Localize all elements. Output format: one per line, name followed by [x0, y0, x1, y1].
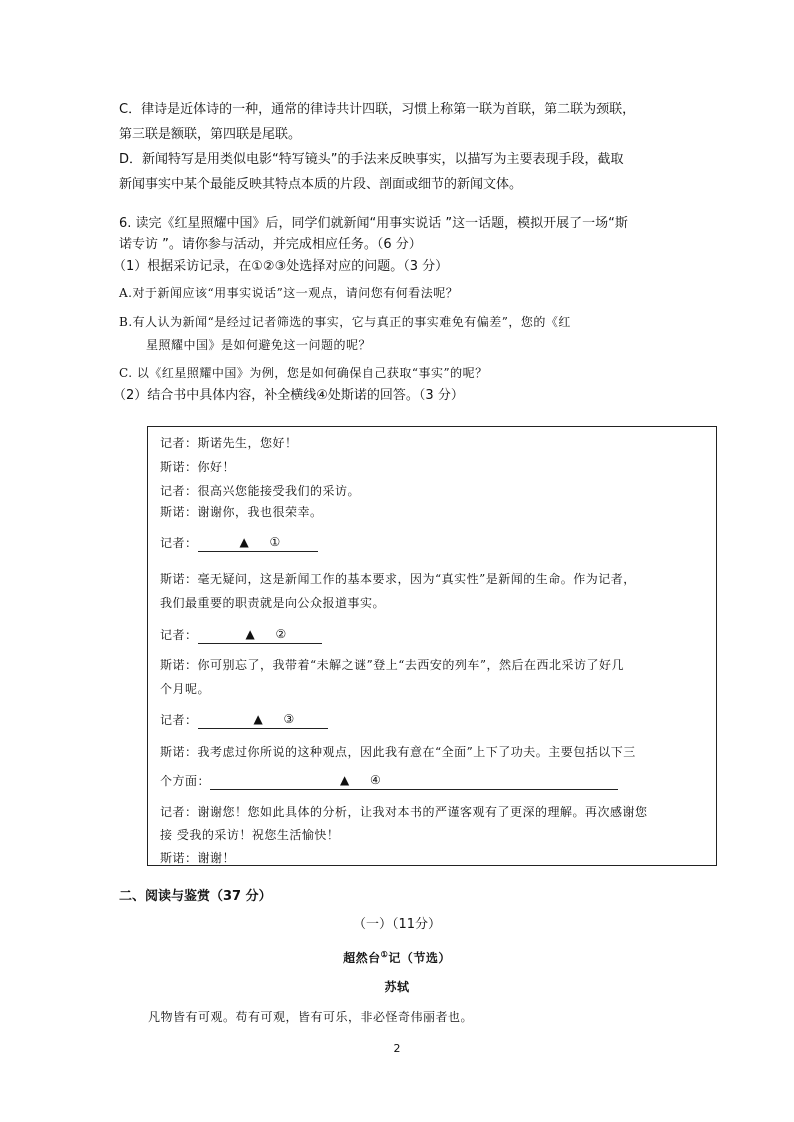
answer-3-line2 [160, 772, 618, 790]
marker-3: ③ [283, 712, 295, 726]
answer-2-line1: 斯诺：你可别忘了，我带着“未解之谜”登上“去西安的列车”，然后在西北采访了好几 [160, 658, 625, 672]
q6-option-a: A.对于新闻应该“用事实说话”这一观点，请问您有何看法呢？ [119, 286, 459, 300]
triangle-marker: ▲ [245, 627, 256, 641]
section-2-heading: 二、阅读与鉴赏（37 分） [119, 889, 272, 904]
reporter-question-2 [160, 626, 322, 644]
q6-stem-line2: 诺专访 ”。请你参与活动，并完成相应任务。（6 分） [119, 237, 422, 252]
blank-3[interactable] [198, 714, 328, 729]
reporter-label: 记者： [160, 536, 198, 550]
closing-line-2: 接 受我的采访！祝您生活愉快！ [160, 828, 340, 842]
q6-option-c: C. 以《红星照耀中国》为例，您是如何确保自己获取“事实”的呢？ [119, 366, 488, 380]
part-label: （一）（11分） [352, 917, 442, 932]
reporter-question-3 [160, 711, 328, 729]
blank-4[interactable] [210, 775, 618, 790]
marker-4: ④ [370, 773, 382, 787]
triangle-marker: ▲ [340, 773, 350, 787]
answer-3-lead: 个方面： [160, 774, 211, 788]
closing-line-1: 记者：谢谢您！您如此具体的分析，让我对本书的严谨客观有了更深的理解。再次感谢您 [160, 805, 648, 819]
blank-1[interactable] [198, 537, 318, 552]
footnote-marker: ① [380, 949, 389, 959]
essay-first-line: 凡物皆有可观。苟有可观，皆有可乐，非必怪奇伟丽者也。 [148, 1010, 474, 1024]
triangle-marker: ▲ [253, 712, 264, 726]
marker-1: ① [269, 535, 281, 549]
essay-author: 苏轼 [384, 980, 410, 994]
option-c-line2: 第三联是额联，第四联是尾联。 [119, 127, 302, 142]
answer-1-line2: 我们最重要的职责就是向公众报道事实。 [160, 596, 386, 610]
dialog-line-1: 记者：斯诺先生，您好！ [160, 436, 298, 450]
answer-2-line2: 个月呢。 [160, 682, 211, 696]
page-number: 2 [393, 1042, 401, 1055]
q6-sub2: （2）结合书中具体内容，补全横线④处斯诺的回答。（3 分） [113, 388, 464, 403]
reporter-label: 记者： [160, 628, 198, 642]
q6-sub1: （1）根据采访记录，在①②③处选择对应的问题。（3 分） [113, 259, 449, 274]
q6-option-b-line2: 星照耀中国》是如何避免这一问题的呢？ [146, 338, 372, 352]
reporter-question-1 [160, 534, 318, 552]
blank-2[interactable] [198, 629, 322, 644]
closing-line-3: 斯诺：谢谢！ [160, 851, 236, 865]
q6-option-b-line1: B.有人认为新闻“是经过记者筛选的事实，它与真正的事实难免有偏差”，您的《红 [119, 315, 571, 329]
reporter-label: 记者： [160, 713, 198, 727]
answer-1-line1: 斯诺：毫无疑问，这是新闻工作的基本要求，因为“真实性”是新闻的生命。作为记者， [160, 572, 636, 586]
dialog-line-3: 记者：很高兴您能接受我们的采访。 [160, 484, 361, 498]
answer-3-line1: 斯诺：我考虑过你所说的这种观点，因此我有意在“全面”上下了功夫。主要包括以下三 [160, 745, 636, 759]
essay-title-text: 超然台 [343, 951, 381, 965]
option-d-line1: D．新闻特写是用类似电影“特写镜头”的手法来反映事实，以描写为主要表现手段，截取 [119, 152, 624, 167]
option-d-line2: 新闻事实中某个最能反映其特点本质的片段、剖面或细节的新闻文体。 [119, 177, 523, 192]
essay-title-suffix: 记（节选） [388, 951, 451, 965]
marker-2: ② [275, 627, 287, 641]
essay-title [0, 945, 794, 967]
triangle-marker: ▲ [239, 535, 250, 549]
dialog-line-2: 斯诺：你好！ [160, 460, 236, 474]
dialog-line-4: 斯诺：谢谢你，我也很荣幸。 [160, 505, 323, 519]
q6-stem-line1: 6. 读完《红星照耀中国》后，同学们就新闻“用事实说话 ”这一话题，模拟开展了一场“斯 [119, 216, 628, 231]
option-c-line1: C．律诗是近体诗的一种，通常的律诗共计四联，习惯上称第一联为首联，第二联为颈联， [119, 102, 636, 117]
